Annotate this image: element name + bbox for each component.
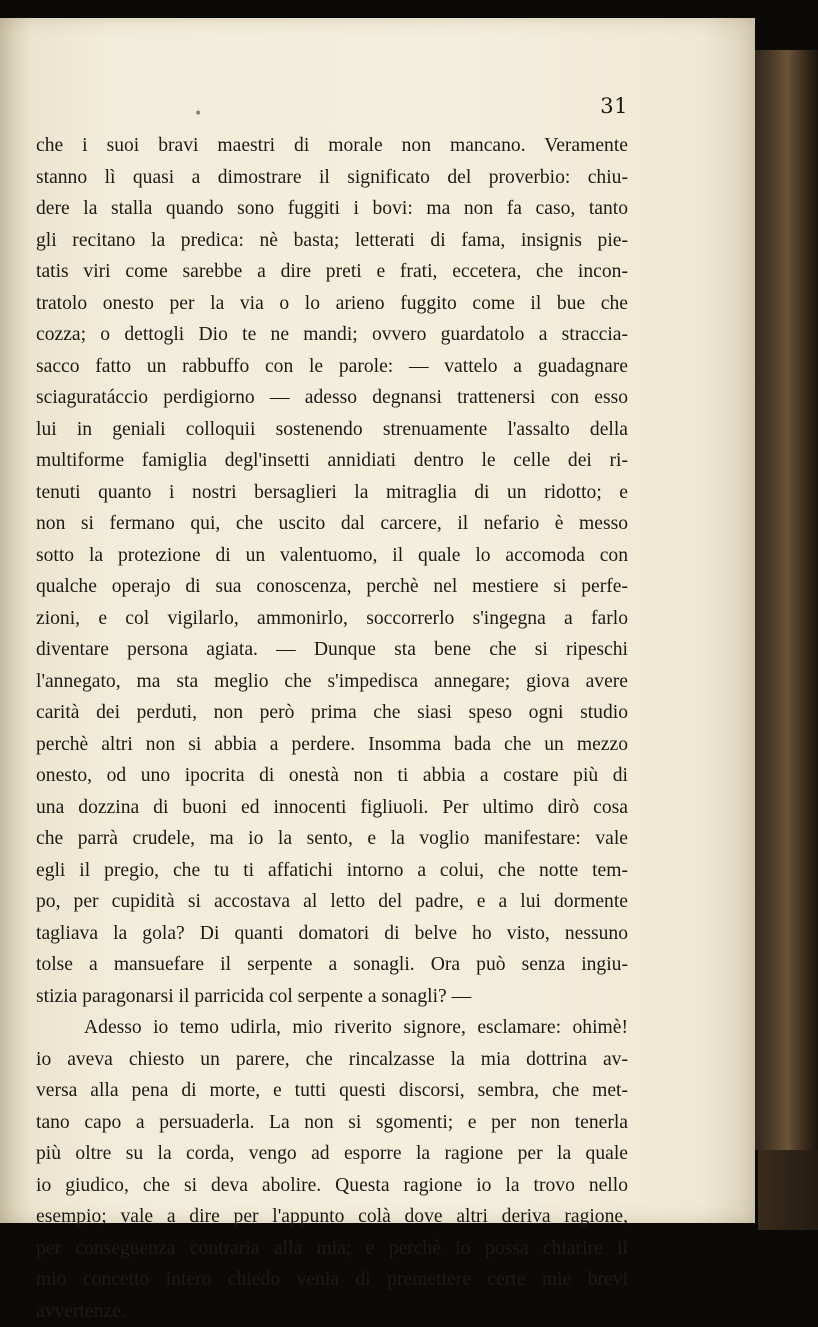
text-line: tano capo a persuaderla. La non si sgomenti; e per non tenerla: [36, 1107, 628, 1139]
text-line: diventare persona agiata. — Dunque sta bene che si ripeschi: [36, 634, 628, 666]
text-line: perchè altri non si abbia a perdere. Insomma bada che un mezzo: [36, 729, 628, 761]
text-line: tolse a mansuefare il serpente a sonagli. Ora può senza ingiu-: [36, 949, 628, 981]
text-line: io aveva chiesto un parere, che rincalzasse la mia dottrina av-: [36, 1044, 628, 1076]
text-line: sciaguratáccio perdigiorno — adesso degnansi trattenersi con esso: [36, 382, 628, 414]
text-line: che i suoi bravi maestri di morale non mancano. Veramente: [36, 130, 628, 162]
text-line: po, per cupidità si accostava al letto del padre, e a lui dormente: [36, 886, 628, 918]
text-line: l'annegato, ma sta meglio che s'impedisca annegare; giova avere: [36, 666, 628, 698]
text-line: sacco fatto un rabbuffo con le parole: — vattelo a guadagnare: [36, 351, 628, 383]
text-line: lui in geniali colloquii sostenendo strenuamente l'assalto della: [36, 414, 628, 446]
text-line: tenuti quanto i nostri bersaglieri la mitraglia di un ridotto; e: [36, 477, 628, 509]
text-line: zioni, e col vigilarlo, ammonirlo, soccorrerlo s'ingegna a farlo: [36, 603, 628, 635]
book-edge-lower: [758, 1150, 818, 1230]
text-line: esempio; vale a dire per l'appunto colà dove altri deriva ragione,: [36, 1201, 628, 1233]
text-line: tagliava la gola? Di quanti domatori di belve ho visto, nessuno: [36, 918, 628, 950]
text-line: multiforme famiglia degl'insetti annidiati dentro le celle dei ri-: [36, 445, 628, 477]
book-edge: [750, 50, 818, 1150]
text-line: stizia paragonarsi il parricida col serpente a sonagli? —: [36, 981, 628, 1013]
text-line: dere la stalla quando sono fuggiti i bovi: ma non fa caso, tanto: [36, 193, 628, 225]
text-line: stanno lì quasi a dimostrare il significato del proverbio: chiu-: [36, 162, 628, 194]
text-line: mio concetto intero chiedo venia di premettere certe mie brevi: [36, 1264, 628, 1296]
page-sheet: [0, 18, 755, 1223]
text-line: qualche operajo di sua conoscenza, perchè nel mestiere si perfe-: [36, 571, 628, 603]
text-line: cozza; o dettogli Dio te ne mandi; ovvero guardatolo a straccia-: [36, 319, 628, 351]
text-line: gli recitano la predica: nè basta; letterati di fama, insignis pie-: [36, 225, 628, 257]
text-line: avvertenze.: [36, 1296, 628, 1327]
text-line: che parrà crudele, ma io la sento, e la voglio manifestare: vale: [36, 823, 628, 855]
page-number: 31: [588, 94, 628, 118]
text-line: tatis viri come sarebbe a dire preti e frati, eccetera, che incon-: [36, 256, 628, 288]
text-line: sotto la protezione di un valentuomo, il quale lo accomoda con: [36, 540, 628, 572]
text-line: più oltre su la corda, vengo ad esporre la ragione per la quale: [36, 1138, 628, 1170]
text-line: egli il pregio, che tu ti affatichi intorno a colui, che notte tem-: [36, 855, 628, 887]
ink-speck: •: [194, 106, 202, 122]
text-line: io giudico, che si deva abolire. Questa ragione io la trovo nello: [36, 1170, 628, 1202]
text-line: tratolo onesto per la via o lo arieno fuggito come il bue che: [36, 288, 628, 320]
text-line: onesto, od uno ipocrita di onestà non ti abbia a costare più di: [36, 760, 628, 792]
text-line: carità dei perduti, non però prima che siasi speso ogni studio: [36, 697, 628, 729]
text-line: Adesso io temo udirla, mio riverito signore, esclamare: ohimè!: [36, 1012, 628, 1044]
body-text: [36, 130, 628, 1327]
text-line: non si fermano qui, che uscito dal carcere, il nefario è messo: [36, 508, 628, 540]
text-line: versa alla pena di morte, e tutti questi discorsi, sembra, che met-: [36, 1075, 628, 1107]
text-line: per conseguenza contraria alla mia; e perchè io possa chiarire il: [36, 1233, 628, 1265]
text-line: una dozzina di buoni ed innocenti figliuoli. Per ultimo dirò cosa: [36, 792, 628, 824]
